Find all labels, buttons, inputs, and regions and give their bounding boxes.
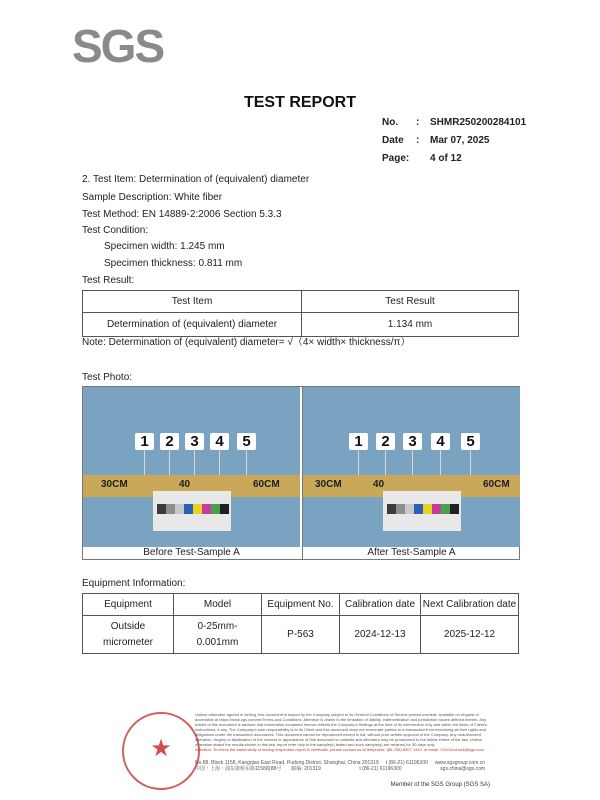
equipment-model-cell: 0-25mm- 0.001mm [174, 616, 262, 654]
sgs-member-line: Member of the SGS Group (SGS SA) [390, 782, 490, 788]
official-seal [122, 712, 200, 790]
test-result-label: Test Result: [82, 275, 135, 286]
before-caption: Before Test-Sample A [143, 547, 240, 558]
sample-number-tag: 3 [403, 433, 422, 450]
next-calibration-cell: 2025-12-12 [421, 616, 519, 654]
sgs-logo [72, 20, 164, 72]
formula-note: Note: Determination of (equivalent) diameter= √（4× width× thickness/π） [82, 337, 411, 348]
specimen-thickness: Specimen thickness: 0.811 mm [104, 258, 243, 269]
footer-disclaimer: Unless otherwise agreed in writing, this document is issued by the Company subject to its General Conditions of Service printed overleaf, available on request or accessible at https://www.sgs.com/en/Terms-and-Conditions. Attention is drawn to the limitation of liability, indemnification and jurisdiction issues defined therein. Any holder of this document is advised that information contained hereon reflects the Company's findings at the time of its intervention only and within the limits of Client's instructions, if any. The Company's sole responsibility is to its Client and this document does not exonerate parties to a transaction from exercising all their rights and obligations under the transaction documents. This document cannot be reproduced except in full, without prior written approval of the Company. Any unauthorized alteration, forgery or falsification of the content or appearance of this document is unlawful and offenders may be prosecuted to the fullest extent of the law. Unless otherwise stated the results shown in this test report refer only to the sample(s) tested and such sample(s) are retained for 30 days only. Attention: To check the authenticity of testing /inspection report & certificate, please contact us at telephone: (86-755) 8307 1443, or email: CN.Doccheck@sgs.com [195, 712, 487, 752]
after-photo [302, 387, 520, 559]
sample-number-tag: 4 [210, 433, 229, 450]
ruler-mark: 60CM [253, 479, 280, 490]
result-header-item: Test Item [83, 291, 302, 313]
ruler-mark: 30CM [315, 479, 342, 490]
sample-number-tag: 1 [349, 433, 368, 450]
ruler-mark: 60CM [483, 479, 510, 490]
logo-text: SGS [72, 20, 164, 72]
equipment-info-label: Equipment Information: [82, 578, 186, 589]
equipment-number-cell: P-563 [262, 616, 340, 654]
sample-description: Sample Description: White fiber [82, 192, 223, 203]
ruler-mark: 30CM [101, 479, 128, 490]
sample-number-tag: 4 [431, 433, 450, 450]
result-cell-item: Determination of (equivalent) diameter [83, 313, 302, 337]
result-cell-value: 1.134 mm [302, 313, 519, 337]
equipment-header: Equipment [83, 594, 174, 616]
photo-panel [82, 386, 520, 560]
meta-number: No. : SHMR250200284101 [382, 117, 527, 128]
footer-address: No.88, Block 1158, Kangqiao East Road, Pudong District, Shanghai, China 201319 t (86-21) 61196300 www.sgsgroup.com.cn 中国・上海・浦东康桥东路1158路88号 邮编: 201319 t (86-21) 61196300 sgs.china@sgs.com [195, 760, 485, 772]
star-icon: ★ [150, 735, 172, 762]
sample-number-tag: 3 [185, 433, 204, 450]
color-control-card [153, 491, 231, 531]
after-caption: After Test-Sample A [367, 547, 456, 558]
equipment-header: Next Calibration date [421, 594, 519, 616]
calibration-date-cell: 2024-12-13 [340, 616, 421, 654]
before-photo [83, 387, 300, 559]
after-photo-image [303, 387, 520, 547]
test-condition-label: Test Condition: [82, 225, 149, 236]
before-photo-image [83, 387, 300, 547]
equipment-header: Equipment No. [262, 594, 340, 616]
meta-date: Date : Mar 07, 2025 [382, 135, 490, 146]
meta-page: Page: 4 of 12 [382, 153, 462, 164]
ruler-mark: 40 [373, 479, 385, 490]
result-table [82, 290, 519, 337]
result-header-value: Test Result [302, 291, 519, 313]
page-title: TEST REPORT [243, 94, 356, 111]
test-item: 2. Test Item: Determination of (equivalent) diameter [82, 174, 310, 185]
equipment-header: Model [174, 594, 262, 616]
equipment-name-cell: Outside micrometer [83, 616, 174, 654]
sample-number-tag: 5 [237, 433, 256, 450]
test-photo-label: Test Photo: [82, 372, 133, 383]
report-meta [382, 114, 526, 168]
specimen-width: Specimen width: 1.245 mm [104, 241, 225, 252]
color-control-card [383, 491, 461, 531]
sample-number-tag: 2 [376, 433, 395, 450]
test-method: Test Method: EN 14889-2:2006 Section 5.3.3 [82, 209, 282, 220]
sample-number-tag: 1 [135, 433, 154, 450]
equipment-header: Calibration date [340, 594, 421, 616]
sample-number-tag: 2 [160, 433, 179, 450]
sample-number-tag: 5 [461, 433, 480, 450]
ruler-mark: 40 [179, 479, 191, 490]
equipment-table [82, 593, 519, 654]
